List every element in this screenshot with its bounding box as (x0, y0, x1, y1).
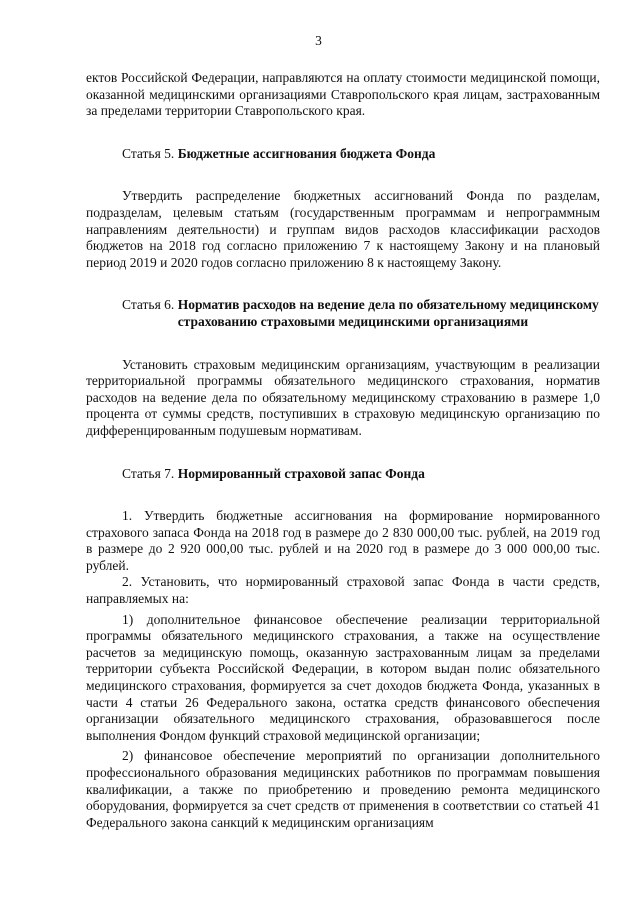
article-7-item-2: 2) финансовое обеспечение мероприятий по организации дополнительного профессионального образования медицинских работников по программам повышения квалификации, а также по приобретению и проведению ремонта медицинского оборудования, формируется за счет средств от применения в соответствии со статьей 41 Федерального закона санкций к медицинским организациям (86, 748, 600, 830)
article-5-title: Бюджетные ассигнования бюджета Фонда (177, 145, 436, 161)
article-7-title: Нормированный страховой запас Фонда (177, 465, 425, 481)
article-7-label: Статья 7. (122, 465, 178, 481)
article-7-paragraph-2: 2. Установить, что нормированный страховой запас Фонда в части средств, направляемых на: (86, 574, 600, 607)
article-6-label: Статья 6. (122, 297, 178, 313)
article-7-item-1: 1) дополнительное финансовое обеспечение реализации территориальной программы обязательного медицинского страхования, а также на осуществление расчетов за медицинскую помощь, оказанную застрахованным лицам за пределами территории субъекта Российской Федерации, в котором выдан полис обязательного медицинского страхования, формируется за счет доходов бюджета Фонда, указанных в части 4 статьи 26 Федерального закона, остатка средств финансового обеспечения организации обязательного медицинского страхования, образовавшегося после выполнения Фондом функций страховой медицинской организации; (86, 611, 600, 743)
article-5-heading (122, 146, 600, 163)
article-7-paragraph-1: 1. Утвердить бюджетные ассигнования на формирование нормированного страхового запаса Фонда на 2018 год в размере до 2 830 000,00 тыс. рублей, на 2019 год в размере до 2 920 000,00 тыс. рублей и на 2020 год в размере до 3 000 000,00 тыс. рублей. (86, 508, 600, 573)
article-6-title: Норматив расходов на ведение дела по обязательному медицинскому страхованию страховыми медицинскими организациями (177, 297, 599, 329)
article-5-label: Статья 5. (122, 145, 178, 161)
article-7-heading (122, 466, 600, 483)
article-6-text: Установить страховым медицинским организациям, участвующим в реализации территориальной программы обязательного медицинского страхования, норматив расходов на ведение дела по обязательному медицинскому страхованию в размере 1,0 процента от суммы средств, поступивших в страховую медицинскую организацию по дифференцированным подушевым нормативам. (86, 356, 600, 438)
article-5-text: Утвердить распределение бюджетных ассигнований Фонда по разделам, подразделам, целевым статьям (государственным программам и непрограммным направлениям деятельности) и группам видов расходов классификации расходов бюджетов на 2018 год согласно приложению 7 к настоящему Закону и на плановый период 2019 и 2020 годов согласно приложению 8 к настоящему Закону. (86, 188, 600, 270)
article-6-heading (122, 297, 600, 330)
page-number: 3 (315, 33, 322, 48)
intro-paragraph: ектов Российской Федерации, направляются на оплату стоимости медицинской помощи, оказанной медицинскими организациями Ставропольского края лицам, застрахованным за пределами территории Ставропольского края. (86, 70, 600, 119)
document-body (86, 70, 600, 831)
